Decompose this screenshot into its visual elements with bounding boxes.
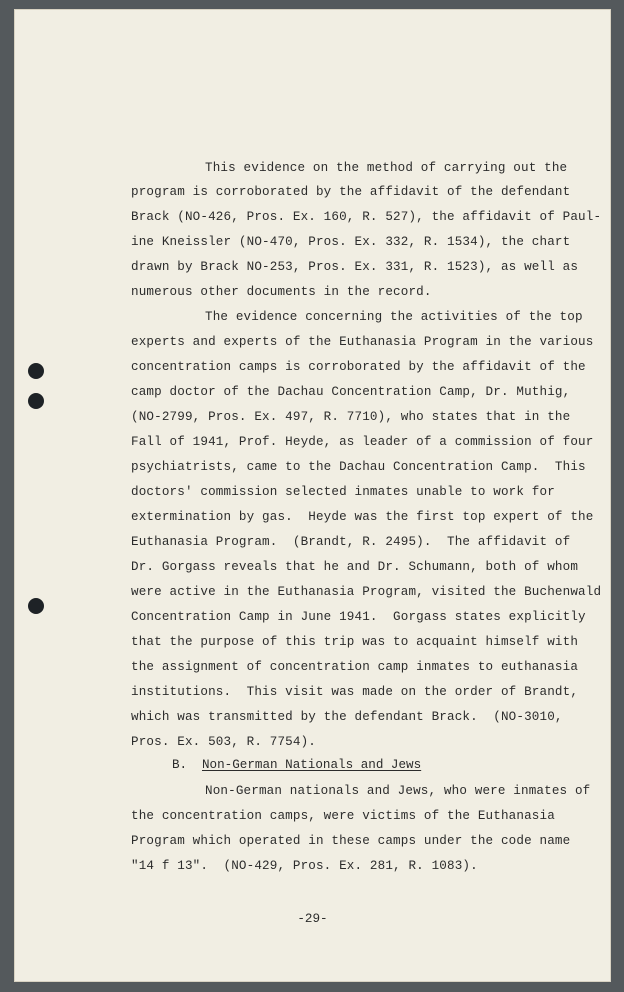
text-line: Euthanasia Program. (Brandt, R. 2495). The affidavit of: [131, 535, 571, 549]
text-line: This evidence on the method of carrying out the: [205, 161, 568, 175]
text-line: experts and experts of the Euthanasia Program in the various: [131, 335, 594, 349]
text-line: that the purpose of this trip was to acquaint himself with: [131, 635, 579, 649]
text-line: extermination by gas. Heyde was the first top expert of the: [131, 510, 594, 524]
text-line: concentration camps is corroborated by the affidavit of the: [131, 360, 586, 374]
text-line: "14 f 13". (NO-429, Pros. Ex. 281, R. 1083).: [131, 859, 478, 873]
text-line: program is corroborated by the affidavit of the defendant: [131, 185, 571, 199]
text-line: Pros. Ex. 503, R. 7754).: [131, 735, 316, 749]
text-line: Brack (NO-426, Pros. Ex. 160, R. 527), the affidavit of Paul-: [131, 210, 602, 224]
document-page: [14, 9, 611, 982]
text-line: Dr. Gorgass reveals that he and Dr. Schumann, both of whom: [131, 560, 579, 574]
page-number: -29-: [297, 912, 328, 926]
text-line: (NO-2799, Pros. Ex. 497, R. 7710), who states that in the: [131, 410, 571, 424]
section-title: Non-German Nationals and Jews: [202, 758, 422, 772]
text-line: doctors' commission selected inmates unable to work for: [131, 485, 555, 499]
text-line: camp doctor of the Dachau Concentration Camp, Dr. Muthig,: [131, 385, 571, 399]
text-line: were active in the Euthanasia Program, visited the Buchenwald: [131, 585, 602, 599]
section-heading: [172, 757, 421, 773]
text-line: drawn by Brack NO-253, Pros. Ex. 331, R. 1523), as well as: [131, 260, 579, 274]
text-line: The evidence concerning the activities of the top: [205, 310, 583, 324]
text-line: the assignment of concentration camp inmates to euthanasia: [131, 660, 579, 674]
text-line: Concentration Camp in June 1941. Gorgass states explicitly: [131, 610, 586, 624]
text-line: the concentration camps, were victims of the Euthanasia: [131, 809, 555, 823]
text-line: Fall of 1941, Prof. Heyde, as leader of a commission of four: [131, 435, 594, 449]
text-line: numerous other documents in the record.: [131, 285, 432, 299]
text-line: psychiatrists, came to the Dachau Concentration Camp. This: [131, 460, 586, 474]
punch-hole: [28, 598, 44, 614]
text-line: institutions. This visit was made on the order of Brandt,: [131, 685, 579, 699]
section-letter: B.: [172, 758, 188, 772]
text-line: Program which operated in these camps under the code name: [131, 834, 571, 848]
text-line: which was transmitted by the defendant Brack. (NO-3010,: [131, 710, 563, 724]
text-line: ine Kneissler (NO-470, Pros. Ex. 332, R. 1534), the chart: [131, 235, 571, 249]
text-line: Non-German nationals and Jews, who were inmates of: [205, 784, 591, 798]
punch-hole: [28, 363, 44, 379]
punch-hole: [28, 393, 44, 409]
